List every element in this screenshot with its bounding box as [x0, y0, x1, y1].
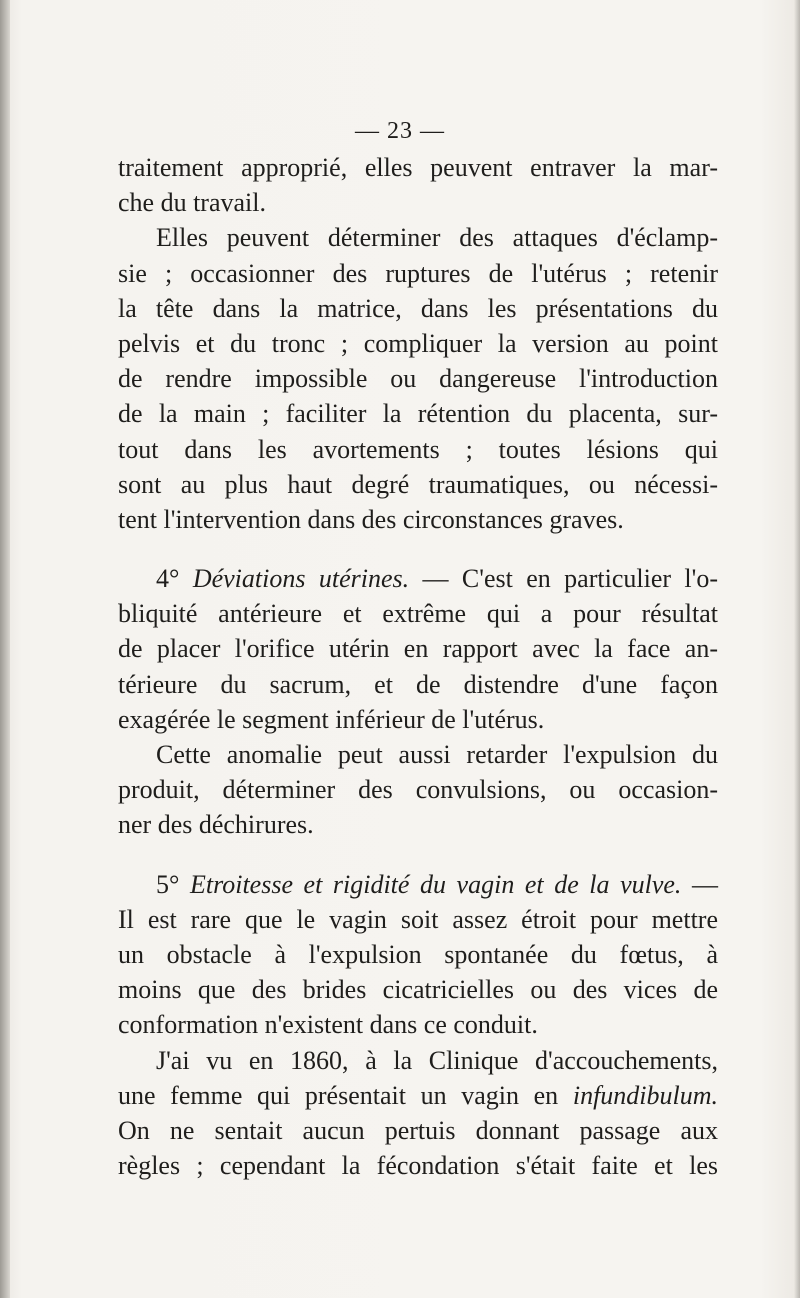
- text-line: conformation n'existent dans ce conduit.: [118, 1010, 538, 1040]
- text-line: de la main ; faciliter la rétention du placenta, sur-: [118, 399, 718, 429]
- section-number: 4°: [156, 564, 180, 594]
- text-line: térieure du sacrum, et de distendre d'une façon: [118, 669, 718, 699]
- text-line: tout dans les avortements ; toutes lésions qui: [118, 434, 718, 464]
- section-number: 5°: [156, 869, 180, 899]
- section-heading-line: [118, 867, 718, 902]
- text-line: tent l'intervention dans des circonstances graves.: [118, 504, 624, 534]
- text-line: Il est rare que le vagin soit assez étroit pour mettre: [118, 904, 718, 934]
- text-line: che du travail.: [118, 188, 266, 218]
- text-line: Elles peuvent déterminer des attaques d'éclamp-: [156, 223, 718, 253]
- italic-term: infundibulum.: [572, 1080, 719, 1110]
- text-line: sont au plus haut degré traumatiques, ou nécessi-: [118, 469, 718, 499]
- page-number: — 23 —: [355, 118, 445, 144]
- text-line: produit, déterminer des convulsions, ou occasion-: [118, 775, 718, 805]
- section-heading: Etroitesse et rigidité du vagin et de la vulve.: [189, 869, 682, 899]
- text-line: exagérée le segment inférieur de l'utérus.: [118, 704, 545, 734]
- text-line: J'ai vu en 1860, à la Clinique d'accouchements,: [156, 1045, 718, 1075]
- text-line: [118, 1078, 718, 1113]
- text-line: un obstacle à l'expulsion spontanée du fœtus, à: [118, 939, 718, 969]
- text-line: moins que des brides cicatricielles ou des vices de: [118, 975, 718, 1005]
- text-line: bliquité antérieure et extrême qui a pour résultat: [118, 599, 718, 629]
- text-fragment: —: [692, 869, 718, 899]
- section-heading-line: [118, 561, 718, 596]
- text-line: de rendre impossible ou dangereuse l'introduction: [118, 364, 718, 394]
- section-heading: Déviations utérines.: [192, 564, 410, 594]
- text-line: pelvis et du tronc ; compliquer la version au point: [118, 328, 718, 358]
- section-gap: [118, 537, 718, 561]
- body-text: [118, 150, 718, 1183]
- section-gap: [118, 843, 718, 867]
- page-edge-shadow: [794, 0, 800, 1298]
- text-line: Cette anomalie peut aussi retarder l'expulsion du: [156, 740, 718, 769]
- text-line: de placer l'orifice utérin en rapport avec la face an-: [118, 634, 718, 664]
- text-line: ner des déchirures.: [118, 810, 314, 840]
- text-line: On ne sentait aucun pertuis donnant passage aux: [118, 1115, 718, 1145]
- text-fragment: une femme qui présentait un vagin en: [118, 1080, 559, 1110]
- text-fragment: — C'est en particulier l'o-: [422, 564, 718, 594]
- text-line: traitement approprié, elles peuvent entraver la mar-: [118, 153, 718, 182]
- book-spine-shadow: [0, 0, 10, 1298]
- text-line: sie ; occasionner des ruptures de l'utérus ; retenir: [118, 258, 718, 288]
- text-line: la tête dans la matrice, dans les présentations du: [118, 293, 718, 323]
- text-line: règles ; cependant la fécondation s'était faite et les: [118, 1151, 718, 1181]
